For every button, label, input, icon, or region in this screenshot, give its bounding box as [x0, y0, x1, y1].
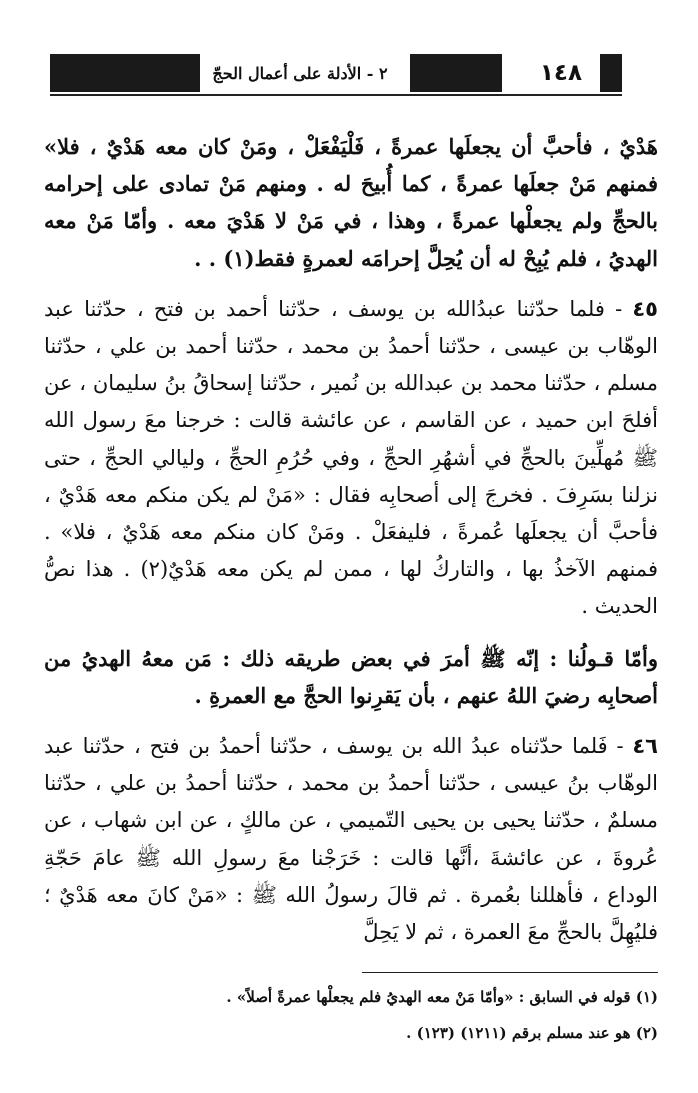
header-rule	[50, 94, 622, 96]
footnote-1: (١) قوله في السابق : «وأمّا مَنْ معه الهديُ فلم يجعلْها عمرةً أصلاً» .	[226, 988, 658, 1006]
paragraph-45-text: - فلما حدّثنا عبدُالله بن يوسف ، حدّثنا أحمد بن فتح ، حدّثنا عبد الوهّاب بن عيسى ، حدّثنا أحمدُ بن محمد ، حدّثنا أحمد بن علي ، حدّثنا مسلم ، حدّثنا محمد بن عبدالله بن نُمير ، حدّثنا إسحاقُ بنُ سليمان ، عن أفلحَ ابن حميد ، عن القاسم ، عن عائشة قالت : خرجنا معَ رسول الله ﷺ مُهلِّينَ بالحجِّ في أشهُرِ الحجِّ ، وفي حُرُمِ الحجِّ ، وليالي الحجِّ ، حتى نزلنا بسَرِفَ . فخرجَ إلى أصحابِه فقال : «مَنْ لم يكن منكم معه هَدْيٌ ، فأحبَّ أن يجعلَها عُمرةً ، فليفعَلْ . ومَنْ كان منكم معه هَدْيٌ ، فلا» . فمنهم الآخذُ بها ، والتاركُ لها ، ممن لم يكن معه هَدْيٌ(٢) . هذا نصُّ الحديث .	[44, 296, 658, 619]
paragraph-3: وأمّا قـولُنا : إنّه ﷺ أمرَ في بعض طريقه ذلك : مَن معهُ الهديُ من أصحابِه رضيَ اللهُ عنهم ، بأن يَقرِنوا الحجَّ مع العمرةِ .	[44, 645, 658, 708]
hadith-number-46: ٤٦	[632, 734, 658, 759]
header-bar-left	[50, 54, 200, 92]
paragraph-45	[44, 291, 658, 626]
header-bar-right	[600, 54, 622, 92]
page-number: ١٤٨	[539, 60, 582, 86]
paragraph-1: هَدْيٌ ، فأحبَّ أن يجعلَها عمرةً ، فَلْيَفْعَلْ ، ومَنْ كان معه هَدْيٌ ، فلا» فمنهم مَنْ جعلَها عمرةً ، كما أُبيحَ له . ومنهم مَنْ تمادى على إحرامه بالحجِّ ولم يجعلْها عمرةً ، وهذا ، في مَنْ لا هَدْيَ معه . وأمّا مَنْ معه الهديُ ، فلم يُبِحْ له أن يُحِلَّ إحرامَه لعمرةٍ فقط(١) . .	[44, 134, 658, 271]
header-bar-middle	[410, 54, 502, 92]
footnotes	[80, 986, 658, 1058]
main-text	[44, 128, 658, 951]
paragraph-46-text: - فَلما حدّثناه عبدُ الله بن يوسف ، حدّثنا أحمدُ بن فتح ، حدّثنا عبد الوهّاب بنُ عيسى ، حدّثنا أحمدُ بن محمد ، حدّثنا أحمدُ بن علي ، حدّثنا مسلمٌ ، حدّثنا يحيى بن يحيى التّميمي ، عن مالكٍ ، عن ابن شهاب ، عن عُروةَ ، عن عائشةَ ،أنَّها قالت : خَرَجْنا معَ رسولِ الله ﷺ عامَ حَجّةِ الوداع ، فأهللنا بعُمرة . ثم قالَ رسولُ الله ﷺ : «مَنْ كانَ معه هَدْيٌ ؛ فليُهِلَّ بالحجِّ معَ العمرة ، ثم لا يَحِلَّ	[44, 734, 658, 945]
running-title: ٢ - الأدلة على أعمال الحجّ	[212, 64, 388, 83]
paragraph-46	[44, 728, 658, 951]
page-header	[50, 54, 622, 92]
footnote-rule	[362, 972, 658, 973]
hadith-number-45: ٤٥	[632, 296, 658, 321]
footnote-2: (٢) هو عند مسلم برقم (١٢١١) (١٢٣) .	[406, 1024, 658, 1042]
